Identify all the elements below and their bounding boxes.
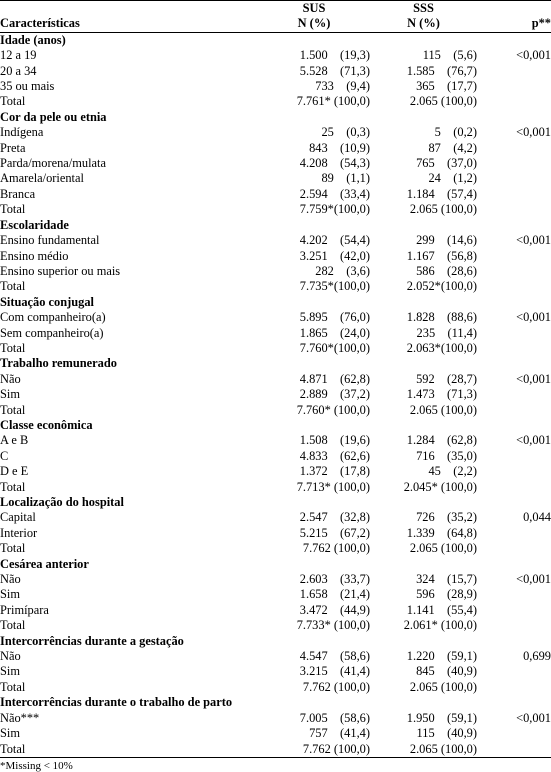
sus-value: 7.761* (100,0) [296, 94, 370, 109]
sss-value: 1.284 (62,8) [406, 433, 477, 448]
sus-value: 89 (1,1) [321, 171, 370, 186]
section-title: Intercorrências durante a gestação [0, 633, 184, 648]
p-value [477, 449, 551, 464]
p-value: <0,001 [516, 433, 551, 448]
row-label: Total [0, 679, 26, 694]
row-label: Total [0, 742, 258, 758]
p-value [477, 664, 551, 679]
row-label: Sim [0, 726, 20, 741]
row-label: Ensino médio [0, 248, 69, 263]
p-value [477, 387, 551, 402]
sss-value: 2.061* (100,0) [403, 618, 477, 633]
p-value [477, 187, 551, 202]
column-header-sss-n: N (%) [370, 16, 477, 32]
table-row [0, 711, 551, 726]
sus-value: 4.833 (62,6) [299, 448, 370, 463]
table-row [0, 171, 551, 186]
table-row [0, 94, 551, 109]
row-label: Não [0, 371, 21, 386]
table-row [0, 603, 551, 618]
sss-value: 1.339 (64,8) [406, 525, 477, 540]
table-row [0, 141, 551, 156]
p-value [477, 618, 551, 633]
sss-value: 765 (37,0) [416, 156, 477, 171]
row-label: Não*** [0, 710, 40, 725]
sus-value: 4.202 (54,4) [299, 233, 370, 248]
sss-value: 45 (2,2) [428, 464, 477, 479]
p-value [477, 264, 551, 279]
row-label: A e B [0, 433, 29, 448]
p-value: <0,001 [516, 233, 551, 248]
sss-value: 1.167 (56,8) [406, 248, 477, 263]
section-header-row [0, 557, 551, 572]
sus-value: 5.528 (71,3) [299, 63, 370, 78]
p-value: 0,699 [523, 649, 551, 664]
row-label: Sim [0, 387, 20, 402]
sss-value: 592 (28,7) [416, 371, 477, 386]
p-value: <0,001 [516, 710, 551, 725]
group-header-p-blank [477, 1, 551, 17]
row-label: Total [0, 340, 26, 355]
sus-value: 1.658 (21,4) [299, 587, 370, 602]
sss-value: 845 (40,9) [416, 664, 477, 679]
sss-value: 299 (14,6) [416, 233, 477, 248]
column-header-sus-n: N (%) [258, 16, 370, 32]
table-row [0, 649, 551, 664]
row-label: Indígena [0, 125, 44, 140]
group-header-row [0, 1, 551, 17]
sus-value: 2.594 (33,4) [299, 186, 370, 201]
section-header-row [0, 418, 551, 433]
sus-value: 7.733* (100,0) [296, 618, 370, 633]
sss-value: 2.063*(100,0) [406, 340, 477, 355]
sss-value: 726 (35,2) [416, 510, 477, 525]
p-value [477, 541, 551, 556]
table-row [0, 480, 551, 495]
sus-value: 4.871 (62,8) [299, 371, 370, 386]
p-value: 0,044 [523, 510, 551, 525]
table-row [0, 202, 551, 217]
row-label: Preta [0, 140, 26, 155]
row-label: Total [0, 541, 26, 556]
p-value [477, 202, 551, 217]
column-header-row [0, 16, 551, 32]
sus-value: 1.372 (17,8) [299, 464, 370, 479]
p-value: <0,001 [516, 572, 551, 587]
p-value [477, 279, 551, 294]
sus-value: 282 (3,6) [315, 263, 370, 278]
sss-value: 365 (17,7) [416, 79, 477, 94]
sss-value: 2.065 (100,0) [409, 402, 477, 417]
sus-value: 2.603 (33,7) [299, 572, 370, 587]
row-label: D e E [0, 464, 29, 479]
p-value [477, 587, 551, 602]
group-header-sus: SUS [258, 1, 370, 17]
row-label: Branca [0, 186, 36, 201]
row-label: C [0, 448, 9, 463]
row-label: 12 a 19 [0, 48, 37, 63]
row-label: Total [0, 202, 26, 217]
row-label: Total [0, 279, 26, 294]
sus-value: 3.215 (41,4) [299, 664, 370, 679]
sus-value: 3.472 (44,9) [299, 602, 370, 617]
p-value: <0,001 [516, 125, 551, 140]
group-header-sss: SSS [370, 1, 477, 17]
sss-value: 2.052*(100,0) [406, 279, 477, 294]
sus-value: 7.713* (100,0) [296, 479, 370, 494]
sus-value: 7.005 (58,6) [299, 710, 370, 725]
p-value [477, 79, 551, 94]
table-row [0, 187, 551, 202]
table-row [0, 433, 551, 448]
row-label: Com companheiro(a) [0, 310, 106, 325]
section-title: Localização do hospital [0, 495, 124, 509]
sus-value: 1.500 (19,3) [299, 48, 370, 63]
sus-value: 1.865 (24,0) [299, 325, 370, 340]
sus-value: 7.759*(100,0) [299, 202, 370, 217]
p-value [477, 603, 551, 618]
section-title: Trabalho remunerado [0, 356, 117, 371]
row-label: 20 a 34 [0, 63, 37, 78]
sss-value: 87 (4,2) [428, 140, 477, 155]
table-row [0, 341, 551, 356]
section-header-row [0, 295, 551, 310]
sss-value: 2.065 (100,0) [409, 541, 477, 556]
table-row [0, 464, 551, 479]
sss-value: 24 (1,2) [428, 171, 477, 186]
row-label: Sim [0, 664, 20, 679]
table-row [0, 449, 551, 464]
p-value [477, 249, 551, 264]
section-title: Situação conjugal [0, 294, 94, 309]
section-header-row [0, 495, 551, 510]
table-row [0, 233, 551, 248]
sus-value: 757 (41,4) [309, 726, 370, 741]
row-label: Total [0, 479, 26, 494]
sus-value: 5.895 (76,0) [299, 310, 370, 325]
sus-value: 4.208 (54,3) [299, 156, 370, 171]
sss-value: 1.184 (57,4) [406, 186, 477, 201]
sus-value: 2.547 (32,8) [299, 510, 370, 525]
sss-value: 1.585 (76,7) [406, 63, 477, 78]
table-row [0, 680, 551, 695]
sss-value: 5 (0,2) [434, 125, 477, 140]
section-header-row [0, 32, 551, 48]
column-header-p-value: p** [477, 16, 551, 32]
p-value: <0,001 [516, 48, 551, 63]
sus-value: 7.735*(100,0) [299, 279, 370, 294]
p-value [477, 742, 551, 758]
row-label: Ensino fundamental [0, 233, 100, 248]
p-value [477, 64, 551, 79]
table-row [0, 156, 551, 171]
p-value: <0,001 [516, 310, 551, 325]
row-label: Primípara [0, 602, 49, 617]
table-row [0, 618, 551, 633]
sus-value: 7.762 (100,0) [302, 679, 370, 694]
sus-value: 2.889 (37,2) [299, 387, 370, 402]
table-row [0, 510, 551, 525]
table-row [0, 279, 551, 294]
p-value [477, 141, 551, 156]
sss-value: 115 (40,9) [416, 726, 477, 741]
sss-value: 2.065 (100,0) [409, 202, 477, 217]
table-row [0, 541, 551, 556]
sus-value: 7.762 (100,0) [258, 742, 370, 758]
table-row [0, 742, 551, 758]
sss-value: 2.065 (100,0) [370, 742, 477, 758]
sss-value: 1.473 (71,3) [406, 387, 477, 402]
column-header-characteristics: Características [0, 16, 258, 32]
table-row [0, 48, 551, 63]
sus-value: 5.215 (67,2) [299, 525, 370, 540]
table-row [0, 572, 551, 587]
sss-value: 324 (15,7) [416, 572, 477, 587]
table-row [0, 310, 551, 325]
row-label: 35 ou mais [0, 79, 55, 94]
p-value [477, 726, 551, 741]
sus-value: 1.508 (19,6) [299, 433, 370, 448]
footnote: *Missing < 10% [0, 760, 73, 772]
sss-value: 596 (28,9) [416, 587, 477, 602]
p-value [477, 341, 551, 356]
sus-value: 7.760*(100,0) [299, 340, 370, 355]
row-label: Capital [0, 510, 36, 525]
table-row [0, 64, 551, 79]
section-header-row [0, 634, 551, 649]
section-title: Escolaridade [0, 217, 69, 232]
table-row [0, 387, 551, 402]
p-value [477, 94, 551, 109]
sss-value: 235 (11,4) [416, 325, 477, 340]
sus-value: 25 (0,3) [321, 125, 370, 140]
table-row [0, 125, 551, 140]
table-row [0, 587, 551, 602]
section-title: Cesárea anterior [0, 556, 89, 571]
sss-value: 586 (28,6) [416, 263, 477, 278]
sus-value: 4.547 (58,6) [299, 649, 370, 664]
p-value [477, 480, 551, 495]
sss-value: 1.950 (59,1) [406, 710, 477, 725]
sss-value: 716 (35,0) [416, 448, 477, 463]
table-row [0, 264, 551, 279]
table-row [0, 249, 551, 264]
p-value [477, 464, 551, 479]
row-label: Interior [0, 525, 38, 540]
row-label: Não [0, 649, 21, 664]
sss-value: 2.045* (100,0) [403, 479, 477, 494]
sss-value: 1.828 (88,6) [406, 310, 477, 325]
section-header-row [0, 218, 551, 233]
table-row [0, 326, 551, 341]
p-value [477, 326, 551, 341]
row-label: Amarela/oriental [0, 171, 84, 186]
row-label: Sim [0, 587, 20, 602]
table-body [0, 32, 551, 757]
table-row [0, 726, 551, 741]
row-label: Total [0, 94, 26, 109]
section-header-row [0, 695, 551, 710]
section-header-row [0, 356, 551, 371]
sss-value: 1.141 (55,4) [406, 602, 477, 617]
row-label: Ensino superior ou mais [0, 263, 121, 278]
table-row [0, 403, 551, 418]
sss-value: 2.065 (100,0) [409, 94, 477, 109]
sss-value: 2.065 (100,0) [409, 679, 477, 694]
p-value [477, 403, 551, 418]
p-value [477, 680, 551, 695]
section-title: Cor da pele ou etnia [0, 109, 107, 124]
row-label: Não [0, 572, 21, 587]
row-label: Total [0, 618, 26, 633]
sus-value: 3.251 (42,0) [299, 248, 370, 263]
table-row [0, 664, 551, 679]
section-title: Classe econômica [0, 417, 93, 432]
group-header-blank [0, 1, 258, 17]
p-value [477, 156, 551, 171]
sus-value: 7.762 (100,0) [302, 541, 370, 556]
row-label: Parda/morena/mulata [0, 156, 106, 171]
p-value: <0,001 [516, 371, 551, 386]
row-label: Total [0, 402, 26, 417]
sss-value: 115 (5,6) [422, 48, 477, 63]
section-title: Intercorrências durante o trabalho de parto [0, 695, 233, 710]
section-title: Idade (anos) [0, 32, 66, 47]
p-value [477, 171, 551, 186]
sss-value: 1.220 (59,1) [406, 649, 477, 664]
sus-value: 733 (9,4) [315, 79, 370, 94]
table-row [0, 79, 551, 94]
table-row [0, 372, 551, 387]
p-value [477, 526, 551, 541]
section-header-row [0, 110, 551, 125]
row-label: Sem companheiro(a) [0, 325, 104, 340]
sus-value: 7.760* (100,0) [296, 402, 370, 417]
table-row [0, 526, 551, 541]
sus-value: 843 (10,9) [309, 140, 370, 155]
